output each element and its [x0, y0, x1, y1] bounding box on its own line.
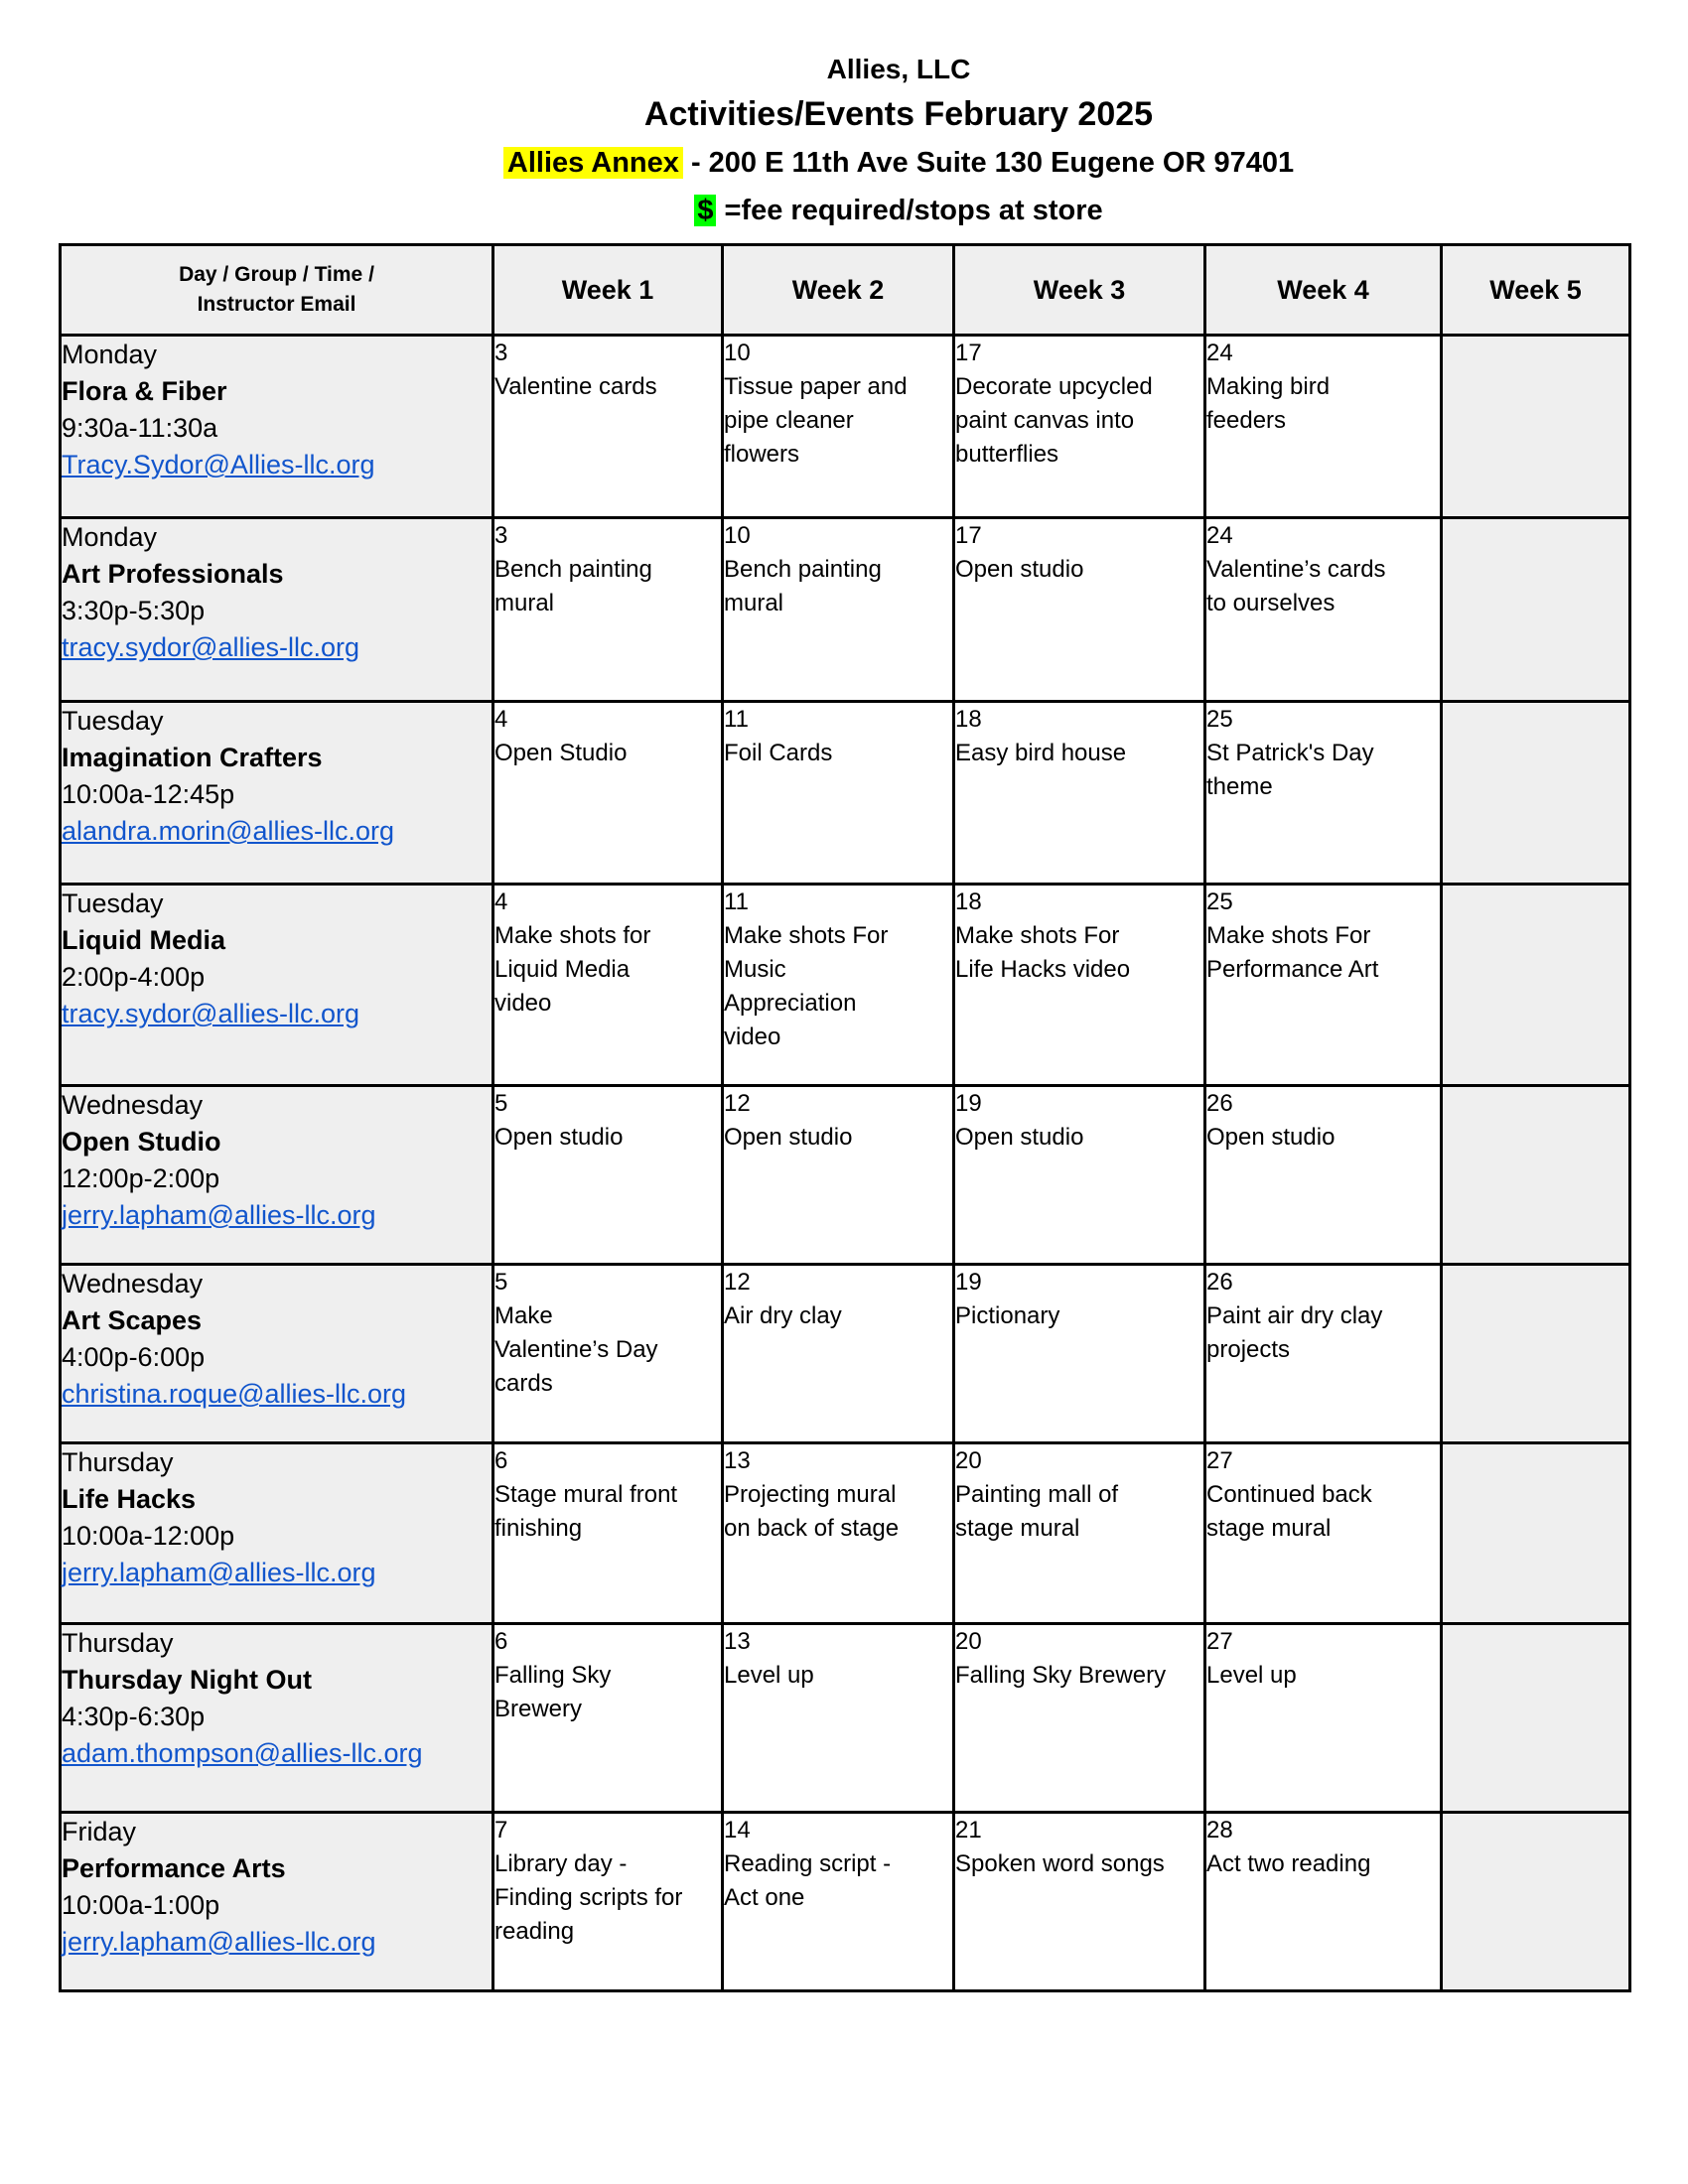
instructor-email-link[interactable]: christina.roque@allies-llc.org: [62, 1379, 407, 1409]
event-text: Foil Cards: [724, 740, 833, 766]
event-text: Making bird feeders: [1206, 373, 1331, 434]
week-4-cell: [1205, 702, 1442, 885]
event-text: Stage mural front finishing: [494, 1481, 678, 1542]
group-time: 3:30p-5:30p: [62, 596, 206, 625]
week-3-cell: [954, 702, 1205, 885]
group-day: Tuesday: [62, 706, 164, 736]
group-time: 2:00p-4:00p: [62, 962, 206, 992]
column-header-week-3: Week 3: [954, 245, 1205, 336]
week-2-cell: [723, 1813, 954, 1991]
group-name: Thursday Night Out: [62, 1665, 312, 1695]
week-5-cell: [1442, 702, 1630, 885]
table-row: [61, 336, 1630, 518]
event-text: Open studio: [955, 1124, 1084, 1151]
event-date: 25: [1206, 706, 1233, 733]
week-2-cell: [723, 1086, 954, 1265]
group-day: Thursday: [62, 1628, 174, 1658]
group-cell: [61, 518, 493, 702]
event-date: 5: [494, 1090, 508, 1117]
week-2-cell: [723, 336, 954, 518]
event-date: 13: [724, 1628, 751, 1655]
week-5-cell: [1442, 1265, 1630, 1443]
table-row: [61, 885, 1630, 1086]
week-5-cell: [1442, 1813, 1630, 1991]
week-4-cell: [1205, 1265, 1442, 1443]
week-2-cell: [723, 1265, 954, 1443]
event-date: 19: [955, 1090, 982, 1117]
week-2-cell: [723, 518, 954, 702]
week-5-cell: [1442, 1086, 1630, 1265]
group-name: Performance Arts: [62, 1853, 286, 1883]
event-text: Open Studio: [494, 740, 628, 766]
week-3-cell: [954, 1443, 1205, 1624]
event-date: 17: [955, 522, 982, 549]
event-text: Paint air dry clay projects: [1206, 1302, 1383, 1363]
event-date: 28: [1206, 1817, 1233, 1843]
event-text: Pictionary: [955, 1302, 1060, 1329]
group-cell: [61, 1265, 493, 1443]
event-text: Make shots for Liquid Media video: [494, 922, 651, 1017]
fee-symbol: $: [694, 195, 716, 226]
week-5-cell: [1442, 518, 1630, 702]
week-1-cell: [493, 1265, 723, 1443]
event-text: Easy bird house: [955, 740, 1127, 766]
event-date: 11: [724, 706, 749, 733]
instructor-email-link[interactable]: tracy.sydor@allies-llc.org: [62, 632, 359, 662]
event-text: Act two reading: [1206, 1850, 1371, 1877]
schedule-body: [61, 336, 1630, 1991]
group-cell: [61, 1443, 493, 1624]
group-time: 10:00a-12:45p: [62, 779, 235, 809]
event-text: Tissue paper and pipe cleaner flowers: [724, 373, 908, 468]
week-3-cell: [954, 336, 1205, 518]
group-time: 10:00a-1:00p: [62, 1890, 220, 1920]
table-row: [61, 702, 1630, 885]
column-header-week-4: Week 4: [1205, 245, 1442, 336]
week-1-cell: [493, 1624, 723, 1813]
event-date: 5: [494, 1269, 508, 1296]
event-text: Library day - Finding scripts for reading: [494, 1850, 683, 1945]
event-text: St Patrick's Day theme: [1206, 740, 1374, 800]
schedule-table: [59, 243, 1631, 1992]
event-text: Make shots For Life Hacks video: [955, 922, 1131, 983]
group-name: Flora & Fiber: [62, 376, 227, 406]
table-row: [61, 1265, 1630, 1443]
header-row: [61, 245, 1630, 336]
event-text: Painting mall of stage mural: [955, 1481, 1119, 1542]
event-date: 10: [724, 340, 751, 366]
week-1-cell: [493, 885, 723, 1086]
group-cell: [61, 885, 493, 1086]
event-text: Decorate upcycled paint canvas into butterflies: [955, 373, 1153, 468]
week-3-cell: [954, 1086, 1205, 1265]
table-row: [61, 1624, 1630, 1813]
event-text: Projecting mural on back of stage: [724, 1481, 900, 1542]
week-2-cell: [723, 885, 954, 1086]
event-text: Reading script - Act one: [724, 1850, 892, 1911]
week-5-cell: [1442, 1443, 1630, 1624]
week-4-cell: [1205, 336, 1442, 518]
group-name: Imagination Crafters: [62, 743, 323, 772]
event-text: Falling Sky Brewery: [955, 1662, 1167, 1689]
event-date: 19: [955, 1269, 982, 1296]
event-text: Make Valentine’s Day cards: [494, 1302, 658, 1397]
instructor-email-link[interactable]: jerry.lapham@allies-llc.org: [62, 1558, 376, 1587]
column-header-group: Day / Group / Time / Instructor Email: [61, 245, 493, 336]
week-5-cell: [1442, 1624, 1630, 1813]
group-name: Art Professionals: [62, 559, 284, 589]
group-day: Thursday: [62, 1447, 174, 1477]
event-text: Bench painting mural: [494, 556, 652, 616]
event-text: Valentine cards: [494, 373, 657, 400]
table-row: [61, 1086, 1630, 1265]
group-day: Tuesday: [62, 888, 164, 918]
fee-legend: [0, 187, 1688, 234]
week-4-cell: [1205, 1443, 1442, 1624]
column-header-week-5: Week 5: [1442, 245, 1630, 336]
event-text: Open studio: [494, 1124, 624, 1151]
company-name: Allies, LLC: [826, 54, 971, 84]
page-title: Activities/Events February 2025: [643, 95, 1154, 133]
week-1-cell: [493, 518, 723, 702]
group-name: Open Studio: [62, 1127, 221, 1157]
event-text: Level up: [1206, 1662, 1297, 1689]
fee-legend-text: =fee required/stops at store: [716, 195, 1103, 226]
location-address: - 200 E 11th Ave Suite 130 Eugene OR 97401: [682, 147, 1295, 179]
event-text: Open studio: [724, 1124, 853, 1151]
week-3-cell: [954, 885, 1205, 1086]
event-text: Spoken word songs: [955, 1850, 1165, 1877]
event-date: 20: [955, 1447, 982, 1474]
group-day: Monday: [62, 340, 158, 369]
event-date: 18: [955, 706, 982, 733]
group-cell: [61, 1086, 493, 1265]
week-1-cell: [493, 336, 723, 518]
week-1-cell: [493, 702, 723, 885]
group-time: 10:00a-12:00p: [62, 1521, 235, 1551]
event-date: 6: [494, 1447, 508, 1474]
column-header-week-1: Week 1: [493, 245, 723, 336]
week-4-cell: [1205, 518, 1442, 702]
week-1-cell: [493, 1443, 723, 1624]
event-text: Make shots For Music Appreciation video: [724, 922, 889, 1050]
group-time: 9:30a-11:30a: [62, 413, 218, 443]
event-date: 4: [494, 706, 508, 733]
event-date: 11: [724, 888, 749, 915]
group-cell: [61, 1624, 493, 1813]
event-date: 3: [494, 340, 508, 366]
group-cell: [61, 1813, 493, 1991]
event-text: Level up: [724, 1662, 814, 1689]
instructor-email-link[interactable]: tracy.sydor@allies-llc.org: [62, 999, 359, 1028]
group-day: Friday: [62, 1817, 137, 1846]
week-2-cell: [723, 702, 954, 885]
group-name: Life Hacks: [62, 1484, 197, 1514]
group-name: Art Scapes: [62, 1305, 203, 1335]
event-date: 6: [494, 1628, 508, 1655]
event-date: 25: [1206, 888, 1233, 915]
week-4-cell: [1205, 1813, 1442, 1991]
event-date: 4: [494, 888, 508, 915]
column-header-week-2: Week 2: [723, 245, 954, 336]
week-4-cell: [1205, 1624, 1442, 1813]
event-date: 20: [955, 1628, 982, 1655]
group-day: Monday: [62, 522, 158, 552]
event-date: 18: [955, 888, 982, 915]
week-5-cell: [1442, 336, 1630, 518]
event-text: Bench painting mural: [724, 556, 882, 616]
event-date: 12: [724, 1090, 751, 1117]
event-text: Make shots For Performance Art: [1206, 922, 1379, 983]
location-line: [0, 139, 1688, 187]
event-date: 3: [494, 522, 508, 549]
group-name: Liquid Media: [62, 925, 225, 955]
week-3-cell: [954, 518, 1205, 702]
event-date: 27: [1206, 1447, 1233, 1474]
group-day: Wednesday: [62, 1269, 204, 1298]
week-5-cell: [1442, 885, 1630, 1086]
event-date: 27: [1206, 1628, 1233, 1655]
week-1-cell: [493, 1086, 723, 1265]
week-3-cell: [954, 1624, 1205, 1813]
event-text: Continued back stage mural: [1206, 1481, 1372, 1542]
event-date: 24: [1206, 340, 1233, 366]
week-1-cell: [493, 1813, 723, 1991]
event-date: 7: [494, 1817, 508, 1843]
event-date: 14: [724, 1817, 751, 1843]
event-date: 17: [955, 340, 982, 366]
event-text: Open studio: [1206, 1124, 1336, 1151]
event-text: Open studio: [955, 556, 1084, 583]
event-date: 24: [1206, 522, 1233, 549]
event-date: 26: [1206, 1090, 1233, 1117]
event-text: Air dry clay: [724, 1302, 842, 1329]
document-header: [0, 50, 1688, 234]
event-date: 10: [724, 522, 751, 549]
location-name: Allies Annex: [503, 147, 683, 179]
event-text: Falling Sky Brewery: [494, 1662, 612, 1722]
week-4-cell: [1205, 885, 1442, 1086]
event-text: Valentine’s cards to ourselves: [1206, 556, 1386, 616]
event-date: 26: [1206, 1269, 1233, 1296]
instructor-email-link[interactable]: alandra.morin@allies-llc.org: [62, 816, 395, 846]
group-cell: [61, 702, 493, 885]
table-row: [61, 1813, 1630, 1991]
group-day: Wednesday: [62, 1090, 204, 1120]
week-2-cell: [723, 1624, 954, 1813]
instructor-email-link[interactable]: jerry.lapham@allies-llc.org: [62, 1927, 376, 1957]
group-time: 4:30p-6:30p: [62, 1702, 206, 1731]
week-3-cell: [954, 1813, 1205, 1991]
event-date: 13: [724, 1447, 751, 1474]
table-row: [61, 518, 1630, 702]
instructor-email-link[interactable]: Tracy.Sydor@Allies-llc.org: [62, 450, 375, 479]
event-date: 21: [955, 1817, 982, 1843]
instructor-email-link[interactable]: adam.thompson@allies-llc.org: [62, 1738, 423, 1768]
week-3-cell: [954, 1265, 1205, 1443]
week-4-cell: [1205, 1086, 1442, 1265]
event-date: 12: [724, 1269, 751, 1296]
instructor-email-link[interactable]: jerry.lapham@allies-llc.org: [62, 1200, 376, 1230]
table-row: [61, 1443, 1630, 1624]
week-2-cell: [723, 1443, 954, 1624]
group-time: 4:00p-6:00p: [62, 1342, 206, 1372]
group-time: 12:00p-2:00p: [62, 1163, 220, 1193]
group-cell: [61, 336, 493, 518]
